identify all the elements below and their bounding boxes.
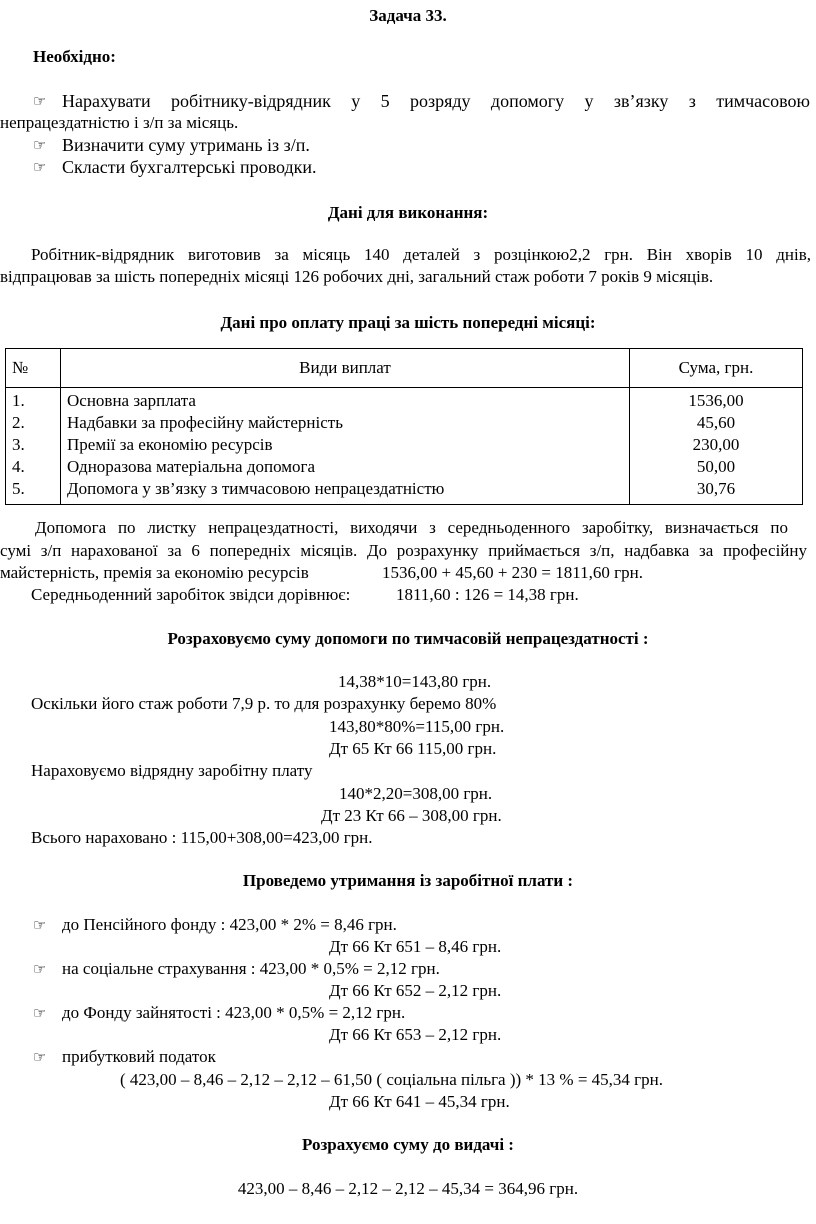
hand-pointing-icon: ☞ [33,1048,47,1066]
deduction-entry: Дт 66 Кт 641 – 45,34 грн. [329,1092,510,1111]
row-sum: 50,00 [696,457,736,476]
deduction-entry: Дт 66 Кт 652 – 2,12 грн. [329,981,502,1000]
calc-line: Дт 65 Кт 66 115,00 грн. [329,739,497,758]
calc-line: 14,38*10=143,80 грн. [338,672,492,691]
col-number-header: № [6,349,61,388]
explain-avg: 1811,60 : 126 = 14,38 грн. [396,585,579,604]
row-type: Допомога у зв’язку з тимчасовою непрацездатністю [67,479,445,498]
number-cell [6,388,61,505]
row-type: Премії за економію ресурсів [67,435,273,454]
sum-cell [630,388,803,505]
row-sum: 45,60 [696,413,736,432]
hand-pointing-icon: ☞ [33,1004,47,1022]
type-cell [61,388,630,505]
page-title: Задача 33. [369,6,447,25]
row-type: Одноразова матеріальна допомога [67,457,316,476]
calc-line: 140*2,20=308,00 грн. [339,784,493,803]
calc-line: Дт 23 Кт 66 – 308,00 грн. [321,806,502,825]
hand-pointing-icon: ☞ [33,136,47,154]
data-text-1: Робітник-відрядник виготовив за місяць 140 деталей з розцінкою2,2 грн. Він хворів 10 днів, [31,245,811,264]
calc-line: Оскільки його стаж роботи 7,9 р. то для розрахунку беремо 80% [31,694,497,713]
pay-heading: Розрахуємо суму до видачі : [302,1135,514,1154]
row-number: 2. [12,413,25,432]
row-sum: 30,76 [696,479,736,498]
table-heading: Дані про оплату праці за шість попередні місяці: [220,313,596,332]
deduct-heading: Проведемо утримання із заробітної плати : [242,871,574,890]
hand-pointing-icon: ☞ [33,916,47,934]
deduction-entry: Дт 66 Кт 653 – 2,12 грн. [329,1025,502,1044]
row-type: Основна зарплата [67,391,196,410]
pay-total: 423,00 – 8,46 – 2,12 – 2,12 – 45,34 = 364,96 грн. [237,1179,579,1198]
deduction-text: прибутковий податок [62,1047,216,1066]
task-3: Скласти бухгалтерські проводки. [62,157,317,177]
required-heading: Необхідно: [33,47,116,66]
calc-line: Нараховуємо відрядну заробітну плату [31,761,313,780]
task-1-cont: непрацездатністю і з/п за місяць. [0,113,239,132]
calc-heading: Розраховуємо суму допомоги по тимчасовій непрацездатності : [167,629,649,648]
row-number: 3. [12,435,25,454]
col-type-header: Види виплат [61,349,630,388]
data-text-2: відпрацював за шість попередніх місяці 126 робочих дні, загальний стаж роботи 7 років 9 місяців. [0,267,714,286]
deduction-text: до Пенсійного фонду : 423,00 * 2% = 8,46 грн. [62,915,397,934]
task-2: Визначити суму утримань із з/п. [62,135,310,155]
row-number: 1. [12,391,25,410]
row-sum: 1536,00 [688,391,744,410]
row-type: Надбавки за професійну майстерність [67,413,343,432]
data-heading: Дані для виконання: [327,203,489,222]
row-sum: 230,00 [692,435,740,454]
calc-line: 143,80*80%=115,00 грн. [329,717,505,736]
hand-pointing-icon: ☞ [33,92,47,110]
calc-total: Всього нараховано : 115,00+308,00=423,00 грн. [31,828,373,847]
task-1: Нарахувати робітнику-відрядник у 5 розряду допомогу у зв’язку з тимчасовою [62,91,810,111]
table-header-row [6,349,803,388]
table-body-row [6,388,803,505]
hand-pointing-icon: ☞ [33,960,47,978]
explain-3: майстерність, премія за економію ресурсів [0,563,309,582]
row-number: 4. [12,457,25,476]
deduction-text: на соціальне страхування : 423,00 * 0,5% = 2,12 грн. [62,959,440,978]
deduction-entry: Дт 66 Кт 651 – 8,46 грн. [329,937,502,956]
explain-1: Допомога по листку непрацездатності, виходячи з середньоденного заробітку, визначається по [35,518,788,537]
deduction-text: до Фонду зайнятості : 423,00 * 0,5% = 2,12 грн. [62,1003,406,1022]
row-number: 5. [12,479,25,498]
explain-sum: 1536,00 + 45,60 + 230 = 1811,60 грн. [382,563,643,582]
col-sum-header: Сума, грн. [630,349,803,388]
payments-table [5,348,803,505]
explain-2: сумі з/п нарахованої за 6 попередніх місяців. До розрахунку приймається з/п, надбавка за професійну [0,541,807,560]
explain-4: Середньоденний заробіток звідси дорівнює: [31,585,351,604]
deduction-formula: ( 423,00 – 8,46 – 2,12 – 2,12 – 61,50 ( соціальна пільга )) * 13 % = 45,34 грн. [120,1070,663,1089]
hand-pointing-icon: ☞ [33,158,47,176]
